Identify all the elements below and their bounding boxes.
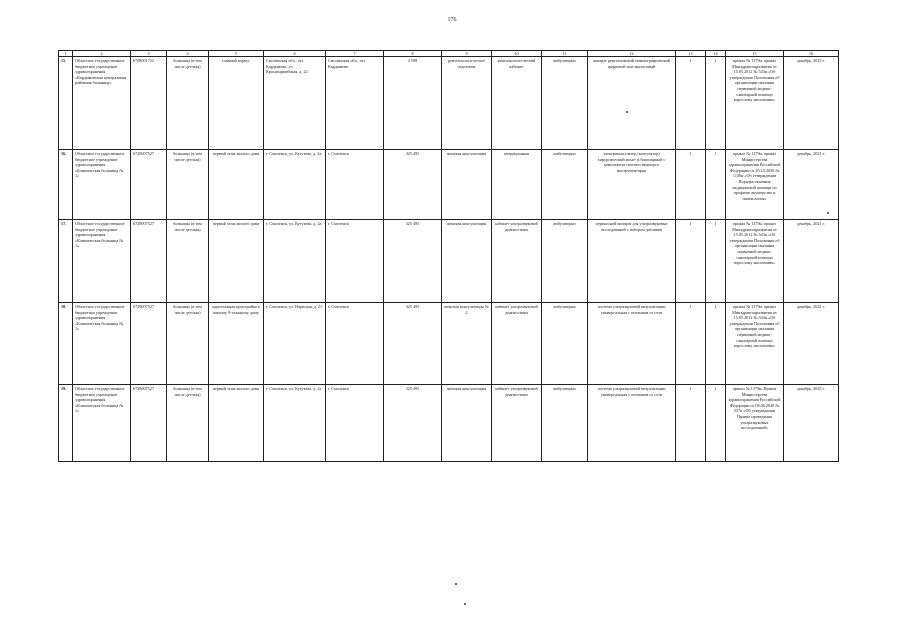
- inn-cell: 6708001722: [131, 57, 167, 150]
- placement-cell: первый этаж жилого дома: [209, 150, 264, 220]
- room-cell: кабинет ультразвуковой диагностики: [492, 385, 542, 462]
- room-cell: кабинет ультразвуковой диагностики: [492, 303, 542, 385]
- division-cell: женская консультация № 2: [442, 303, 492, 385]
- room-cell: рентгенологи-ческий кабинет: [492, 57, 542, 150]
- header-cell: 5: [209, 51, 264, 57]
- table-row: [59, 385, 839, 462]
- basis-cell: приказ № 1379н, приказ Минздравсоцразвития от 15.05.2012 № 543н «Об утверждении Положения об организации оказания первичной медико-санитарной помощи взрослому населению»: [726, 303, 784, 385]
- quantity-cell: 1: [706, 150, 726, 220]
- basis-cell: приказ № 1379н, приказ Министерства здравоохранения Российской Федерации от 20.10.2020 № 1130н «Об утверждении Порядка оказания медицинской помощи по профилю акушерство и гинекология»: [726, 150, 784, 220]
- facility-type-cell: больница (в том числе детская): [167, 385, 209, 462]
- scan-speck: [455, 583, 457, 585]
- header-cell: 7: [326, 51, 384, 57]
- population-cell: 325 495: [384, 220, 442, 303]
- organization-cell: Областное государственное бюджетное учреждение здравоохранения «Кардымовская центральная районная больница»: [73, 57, 131, 150]
- equipment-cell: система ультразвуковой визуализации универсальная с питанием от сети: [588, 385, 676, 462]
- header-cell: 15: [726, 51, 784, 57]
- deadline-cell: декабрь, 2023 г.: [784, 57, 839, 150]
- equipment-table: [58, 50, 839, 462]
- care-condition-cell: амбулаторно: [542, 303, 588, 385]
- address-cell: г. Смоленск, ул. Нарвская, д. 21: [264, 303, 326, 385]
- facility-type-cell: больница (в том числе детская): [167, 57, 209, 150]
- division-cell: женская консультация: [442, 220, 492, 303]
- deadline-cell: декабрь, 2025 г.: [784, 385, 839, 462]
- header-cell: 12: [588, 51, 676, 57]
- equipment-cell: система ультразвуковой визуализации универсальная с питанием от сети: [588, 303, 676, 385]
- equipment-cell: переносной аппарат для ультразвуковых исследований с набором датчиков: [588, 220, 676, 303]
- locality-cell: г. Смоленск: [326, 385, 384, 462]
- placement-cell: первый этаж жилого дома: [209, 220, 264, 303]
- row-number: 17.: [59, 220, 73, 303]
- division-cell: женская консультация: [442, 150, 492, 220]
- header-cell: 11: [542, 51, 588, 57]
- quantity-cell: 1: [706, 385, 726, 462]
- table-row: [59, 303, 839, 385]
- inn-cell: 6729007527: [131, 150, 167, 220]
- basis-cell: приказ № 1379н, приказ Минздравсоцразвития от 15.05.2012 № 543н «Об утверждении Положения об организации оказания первичной медико-санитарной помощи взрослому населению»: [726, 57, 784, 150]
- header-cell: 9: [442, 51, 492, 57]
- table-row: [59, 220, 839, 303]
- facility-type-cell: больница (в том числе детская): [167, 220, 209, 303]
- placement-cell: первый этаж жилого дома: [209, 385, 264, 462]
- room-cell: операционная: [492, 150, 542, 220]
- organization-cell: Областное государственное бюджетное учреждение здравоохранения «Клиническая больница № 1»: [73, 385, 131, 462]
- header-cell: 8: [384, 51, 442, 57]
- deadline-cell: декабрь, 2021 г.: [784, 150, 839, 220]
- organization-cell: Областное государственное бюджетное учреждение здравоохранения «Клиническая больница № 1»: [73, 150, 131, 220]
- quantity-cell: 1: [676, 220, 706, 303]
- equipment-cell: аппарат рентгеновский маммографический цифровой или аналоговый: [588, 57, 676, 150]
- facility-type-cell: больница (в том числе детская): [167, 150, 209, 220]
- locality-cell: Смоленская обл., пгт Кардымово: [326, 57, 384, 150]
- division-cell: женская консультация: [442, 385, 492, 462]
- quantity-cell: 1: [676, 57, 706, 150]
- scan-speck: [626, 111, 628, 113]
- address-cell: г. Смоленск, ул. Кутузова, д. 2а: [264, 150, 326, 220]
- placement-cell: главный корпус: [209, 57, 264, 150]
- row-number: 19.: [59, 385, 73, 462]
- care-condition-cell: амбулаторно: [542, 57, 588, 150]
- header-cell: 6: [264, 51, 326, 57]
- header-cell: 1: [59, 51, 73, 57]
- row-number: 16.: [59, 150, 73, 220]
- quantity-cell: 1: [676, 303, 706, 385]
- quantity-cell: 1: [706, 57, 726, 150]
- scan-speck: [464, 603, 466, 605]
- equipment-cell: электрокоагулятор (коагулятор) хирургический моно- и биполярный с комплектом соответствующего инструментария: [588, 150, 676, 220]
- header-cell: 2: [73, 51, 131, 57]
- address-cell: Смоленская обл., пгт Кардымово, ул. Красноармейская, д. 22: [264, 57, 326, 150]
- header-cell: 3: [131, 51, 167, 57]
- care-condition-cell: амбулаторно: [542, 220, 588, 303]
- address-cell: г. Смоленск, ул. Кутузова, д. 2а: [264, 385, 326, 462]
- locality-cell: г. Смоленск: [326, 303, 384, 385]
- page-number: 176: [447, 17, 457, 23]
- row-number: 15.: [59, 57, 73, 150]
- population-cell: 325 495: [384, 150, 442, 220]
- deadline-cell: декабрь, 2022 г.: [784, 303, 839, 385]
- deadline-cell: декабрь, 2021 г.: [784, 220, 839, 303]
- header-cell: 16: [784, 51, 839, 57]
- basis-cell: приказ № 1379н, Приказ Министерства здравоохранения Российской Федерации от 08.06.2020 № 557н «Об утверждении Правил проведения ультразвуковых исследований»: [726, 385, 784, 462]
- care-condition-cell: амбулаторно: [542, 150, 588, 220]
- quantity-cell: 1: [706, 303, 726, 385]
- room-cell: кабинет ультразвуковой диагностики: [492, 220, 542, 303]
- basis-cell: приказ № 1379н, приказ Минздравсоцразвития от 15.05.2012 № 543н «Об утверждении Положения об организации оказания первичной медико-санитарной помощи взрослому населению»: [726, 220, 784, 303]
- inn-cell: 6729007527: [131, 303, 167, 385]
- table-row: [59, 57, 839, 150]
- header-cell: 4: [167, 51, 209, 57]
- population-cell: 4 598: [384, 57, 442, 150]
- division-cell: рентгенологи-ческое отделение: [442, 57, 492, 150]
- placement-cell: одноэтажная пристройка к жилому 9-этажному дому: [209, 303, 264, 385]
- header-cell: 14: [706, 51, 726, 57]
- quantity-cell: 1: [676, 385, 706, 462]
- header-cell: 10: [492, 51, 542, 57]
- inn-cell: 6729007527: [131, 385, 167, 462]
- population-cell: 325 495: [384, 385, 442, 462]
- care-condition-cell: амбулаторно: [542, 385, 588, 462]
- table-row: [59, 150, 839, 220]
- locality-cell: г. Смоленск: [326, 150, 384, 220]
- organization-cell: Областное государственное бюджетное учреждение здравоохранения «Клиническая больница № 1»: [73, 303, 131, 385]
- quantity-cell: 1: [676, 150, 706, 220]
- facility-type-cell: больница (в том числе детская): [167, 303, 209, 385]
- inn-cell: 6729007527: [131, 220, 167, 303]
- population-cell: 325 495: [384, 303, 442, 385]
- locality-cell: г. Смоленск: [326, 220, 384, 303]
- row-number: 18.: [59, 303, 73, 385]
- scan-speck: [827, 212, 829, 214]
- organization-cell: Областное государственное бюджетное учреждение здравоохранения «Клиническая больница № 1»: [73, 220, 131, 303]
- header-cell: 13: [676, 51, 706, 57]
- address-cell: г. Смоленск, ул. Кутузова, д. 2а: [264, 220, 326, 303]
- quantity-cell: 1: [706, 220, 726, 303]
